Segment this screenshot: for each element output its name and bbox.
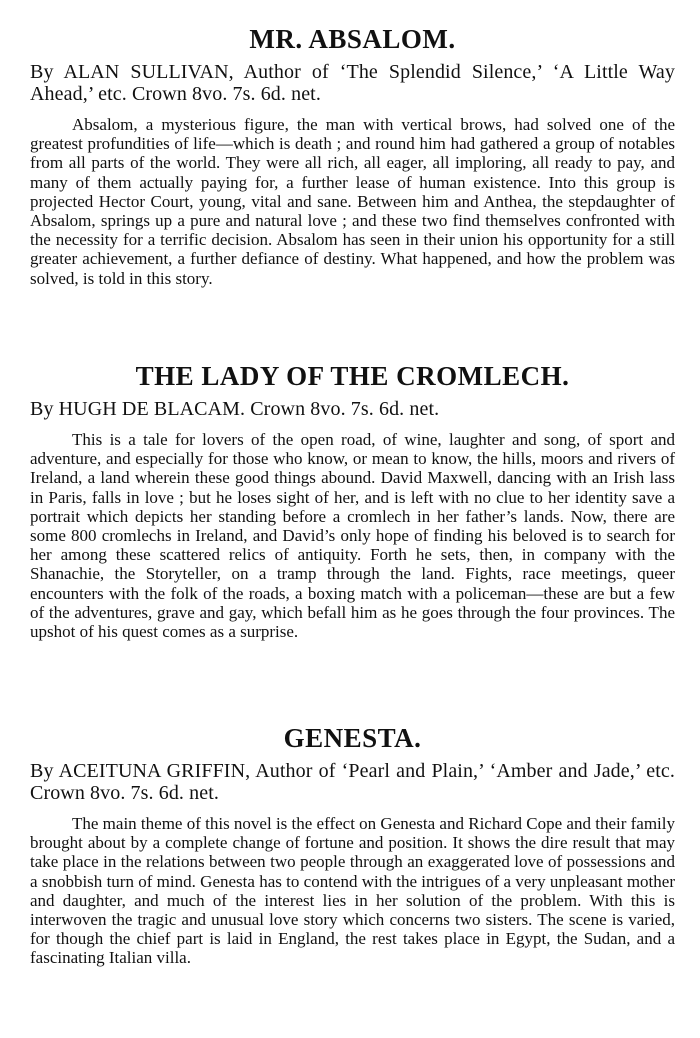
book-description: Absalom, a mysterious figure, the man with vertical brows, had solved one of the greatest profundities of life—which is death ; and round him had gathered a group of notables from all parts of the world. They were all rich, all eager, all imploring, all ready to pay, and many of them actually paying for, a further lease of human existence. Into this group is projected Hector Court, young, vital and sane. Between him and Anthea, the stepdaughter of Absalom, springs up a pure and natural love ; and these two find themselves confronted with the necessity for a terrific decision. Absalom has seen in their union his opportunity for a still greater achievement, a further defiance of destiny. What happened, and how the problem was solved, is told in this story. [30,115,675,288]
book-title: THE LADY OF THE CROMLECH. [135,361,570,391]
book-description: The main theme of this novel is the effect on Genesta and Richard Cope and their family brought about by a complete change of fortune and position. It shows the dire result that may take place in the relations between two people through an exaggerated love of possessions and a snobbish turn of mind. Genesta has to contend with the intrigues of a very unpleasant mother and daughter, and much of the interest lies in her solution of the problem. With this is interwoven the tragic and unusual love story which concerns two sisters. The scene is varied, for though the chief part is laid in England, the rest takes place in Egypt, the Sudan, and a fascinating Italian villa. [30,814,676,968]
book-description: This is a tale for lovers of the open road, of wine, laughter and song, of sport and adventure, and especially for those who know, or mean to know, the hills, moors and rivers of Ireland, a land wherein these good things abound. David Maxwell, dancing with an Irish lass in Paris, falls in love ; but he loses sight of her, and is left with no clue to her identity save a portrait which depicts her standing before a cromlech in her father’s lands. Now, there are some 800 cromlechs in Ireland, and David’s only hope of finding his beloved is to search for her among these scattered relics of antiquity. Forth he sets, then, in company with the Shanachie, the Storyteller, on a tramp through the land. Fights, race meetings, queer encounters with the folk of the roads, a boxing match with a policeman—these are but a few of the adventures, grave and gay, which befall him as he goes through the four provinces. The upshot of his quest comes as a surprise. [30,430,675,642]
book-byline: By ACEITUNA GRIFFIN, Author of ‘Pearl and Plain,’ ‘Amber and Jade,’ etc. Crown 8vo. 7s. 6d. net. [30,760,675,804]
book-entry [30,722,675,968]
book-entry [30,23,675,288]
book-title: MR. ABSALOM. [249,24,456,54]
book-entry [30,360,675,641]
book-byline: By HUGH DE BLACAM. Crown 8vo. 7s. 6d. net. [30,398,440,420]
book-byline: By ALAN SULLIVAN, Author of ‘The Splendid Silence,’ ‘A Little Way Ahead,’ etc. Crown 8vo. 7s. 6d. net. [30,61,675,105]
book-title: GENESTA. [283,723,422,753]
